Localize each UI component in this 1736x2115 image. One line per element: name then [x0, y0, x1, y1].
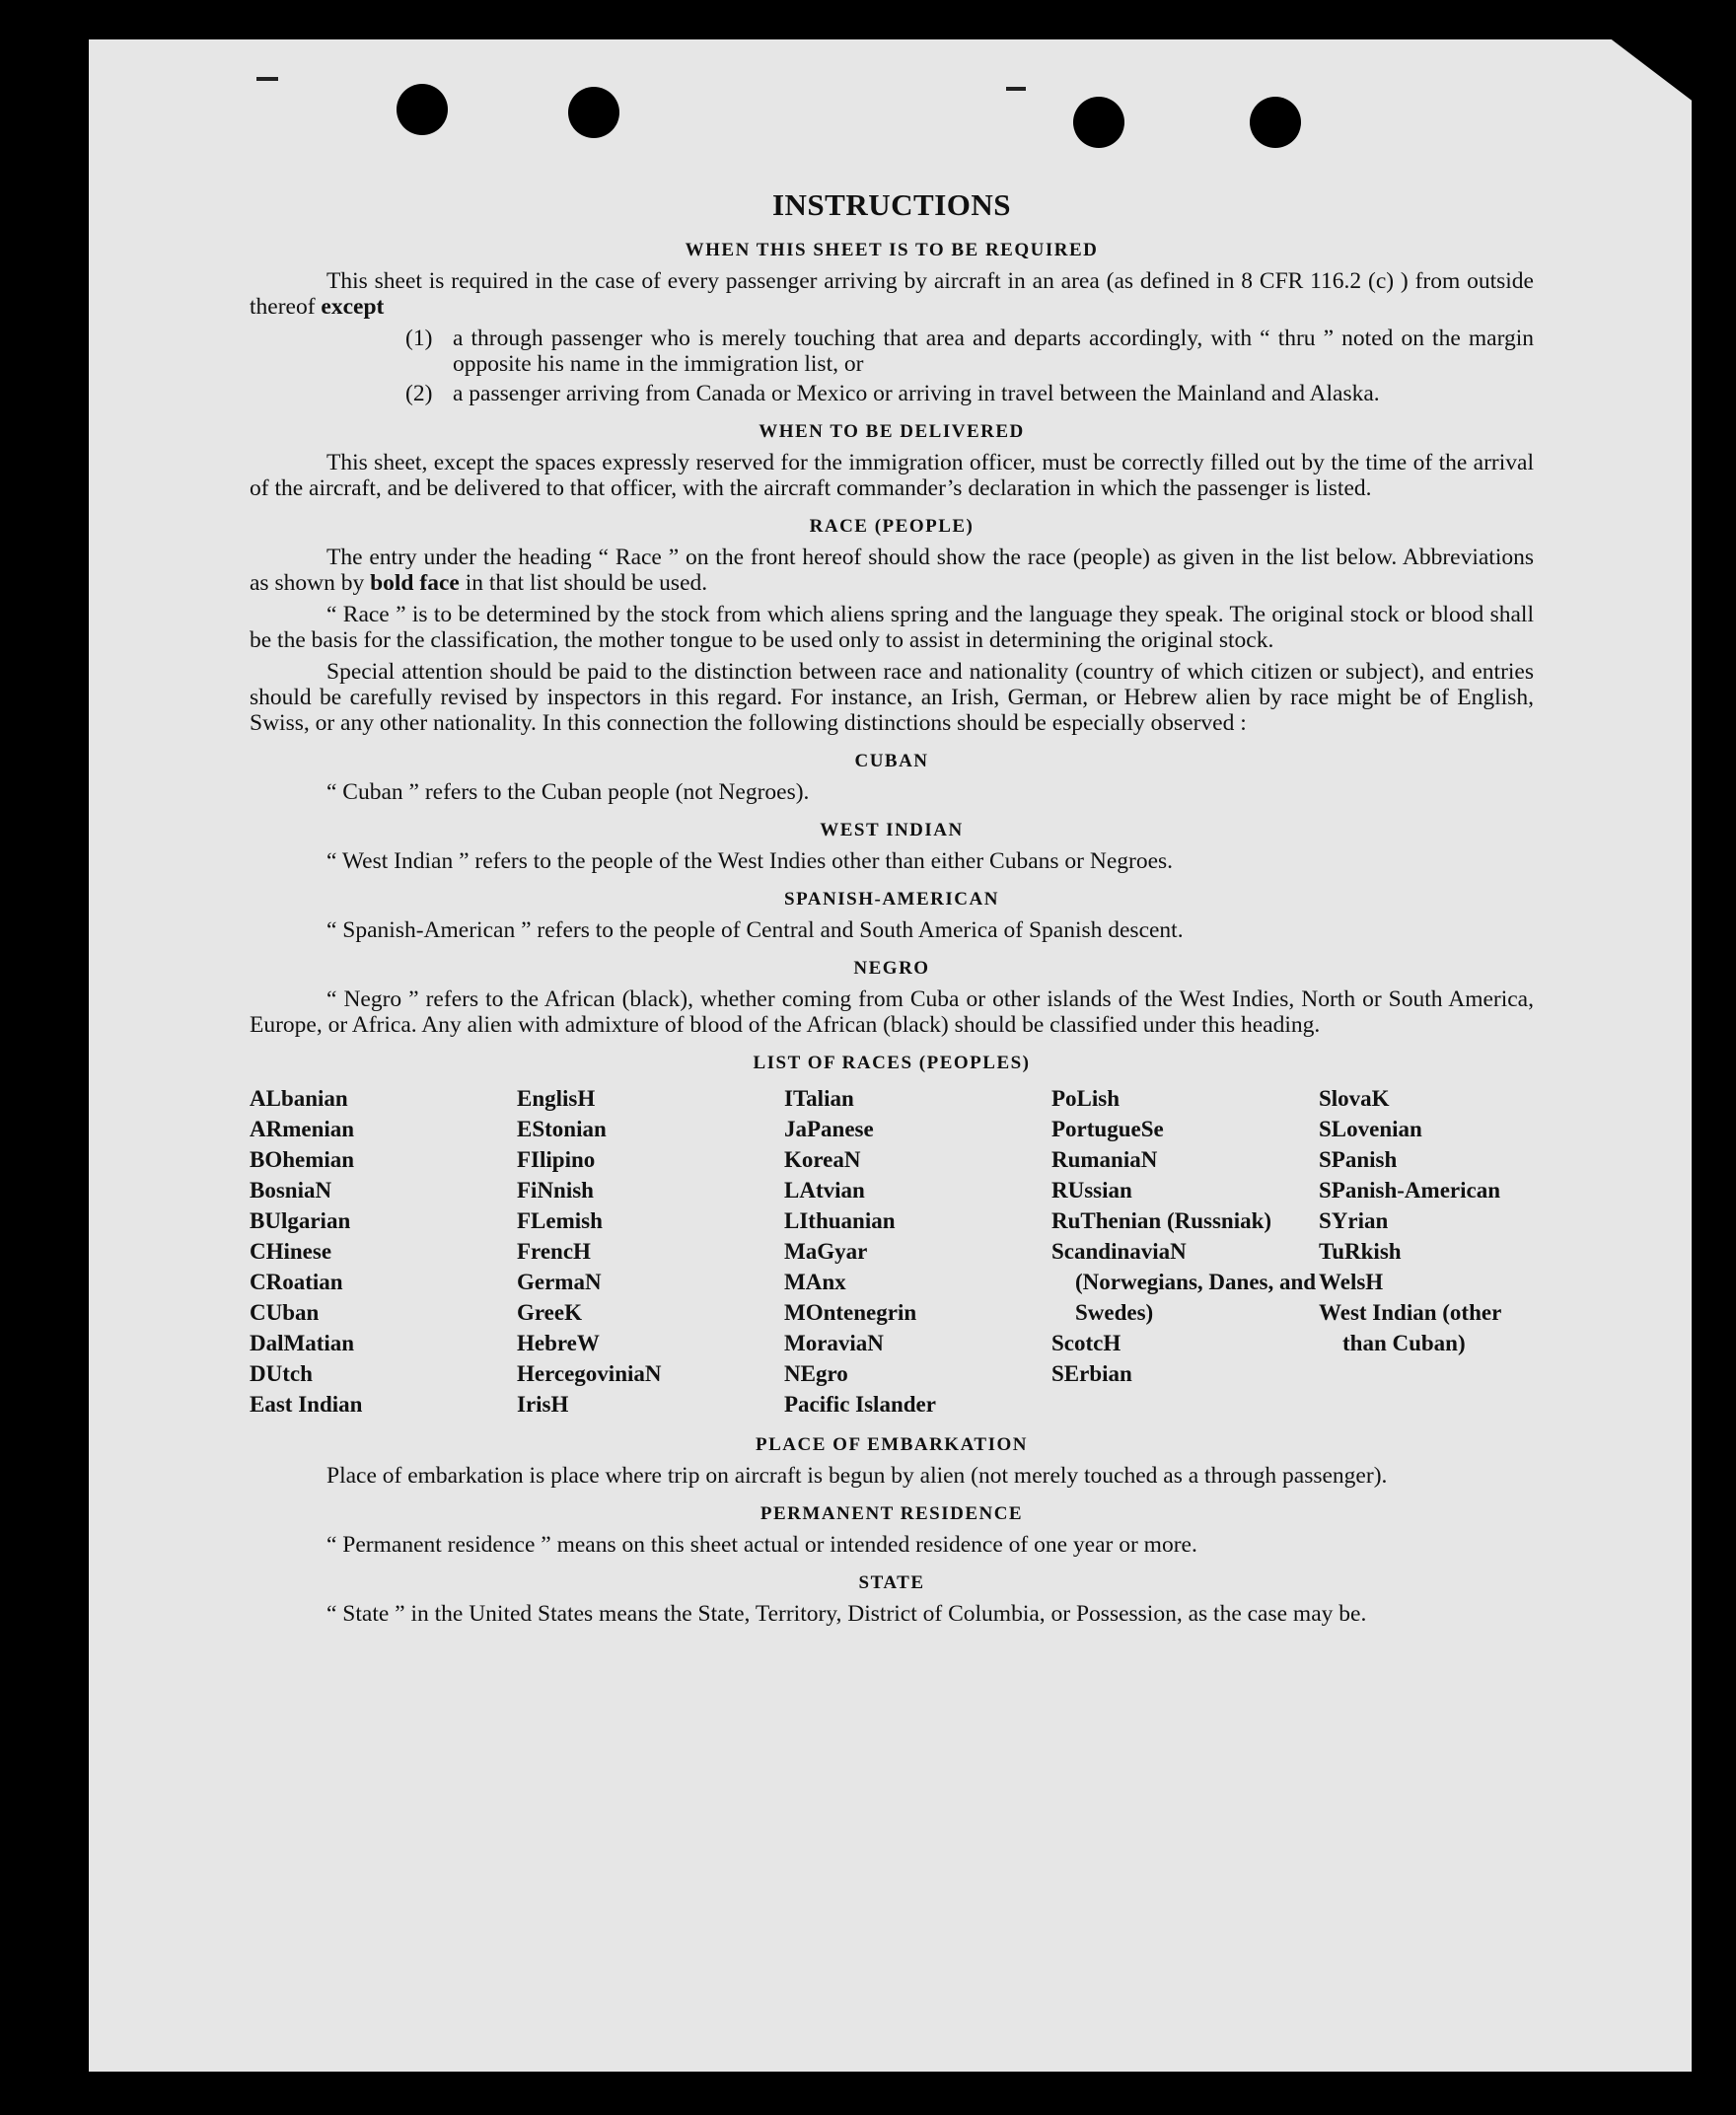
- section-heading-required: WHEN THIS SHEET IS TO BE REQUIRED: [685, 240, 1099, 260]
- list-item: [405, 326, 1534, 377]
- race-entry: DUtch: [250, 1361, 313, 1386]
- cuban-text: “ Cuban ” refers to the Cuban people (not Negroes).: [326, 779, 810, 805]
- item-number: (1): [405, 326, 433, 351]
- race-entry: Pacific Islander: [784, 1392, 936, 1417]
- required-intro-bold: except: [321, 294, 385, 320]
- race-entry: PoLish: [1051, 1086, 1121, 1111]
- punch-hole: [568, 87, 619, 138]
- race-entry: IrisH: [517, 1392, 569, 1417]
- section-heading-negro: NEGRO: [853, 958, 930, 979]
- race-paragraph-3: Special attention should be paid to the distinction between race and nationality (country of which citizen or subject), and entries should be carefully revised by inspectors in this regard. For instance, an Irish, German, or Hebrew alien by race might be of English, Swiss, or any other nationality. In this connection the following distinctions should be especially observed :: [250, 659, 1534, 736]
- race-paragraph-2: “ Race ” is to be determined by the stock from which aliens spring and the language they speak. The original stock or blood shall be the basis for the classification, the mother tongue to be used only to assist in determining the original stock.: [250, 602, 1534, 653]
- race-entry: FrencH: [517, 1239, 591, 1264]
- race-entry: HebreW: [517, 1331, 600, 1355]
- section-heading-spanish-american: SPANISH-AMERICAN: [784, 889, 999, 910]
- race-entry: WelsH: [1319, 1270, 1384, 1294]
- section-heading-race: RACE (PEOPLE): [809, 516, 975, 537]
- punch-hole: [1073, 97, 1124, 148]
- race-entry: NEgro: [784, 1361, 848, 1386]
- races-column: [250, 1083, 517, 1420]
- item-text: a through passenger who is merely touching that area and departs accordingly, with “ thru ” noted on the margin opposite his name in the immigration list, or: [453, 326, 1534, 377]
- race-entry: SPanish: [1319, 1147, 1398, 1172]
- race-entry: EnglisH: [517, 1086, 596, 1111]
- races-column: [784, 1083, 1051, 1420]
- section-heading-cuban: CUBAN: [854, 751, 929, 771]
- race-entry: TuRkish: [1319, 1239, 1402, 1264]
- section-heading-state: STATE: [858, 1572, 925, 1593]
- race-entry: SYrian: [1319, 1208, 1389, 1233]
- races-list: [250, 1083, 1534, 1420]
- race-entry: GreeK: [517, 1300, 582, 1325]
- race-entry: LAtvian: [784, 1178, 865, 1203]
- race-entry: RuThenian (Russniak): [1051, 1208, 1272, 1233]
- instructions-content: [250, 178, 1534, 1633]
- race-entry: ScandinaviaN (Norwegians, Danes, and Swedes): [1051, 1239, 1317, 1325]
- section-heading-west-indian: WEST INDIAN: [820, 820, 964, 840]
- race-entry: MaGyar: [784, 1239, 868, 1264]
- state-text: “ State ” in the United States means the State, Territory, District of Columbia, or Possession, as the case may be.: [326, 1601, 1367, 1627]
- race-entry: DalMatian: [250, 1331, 355, 1355]
- race-entry: ScotcH: [1051, 1331, 1121, 1355]
- race-entry: KoreaN: [784, 1147, 861, 1172]
- item-text: a passenger arriving from Canada or Mexico or arriving in travel between the Mainland and Alaska.: [453, 381, 1380, 406]
- negro-text: “ Negro ” refers to the African (black), whether coming from Cuba or other islands of the West Indies, North or South America, Europe, or Africa. Any alien with admixture of blood of the African (black) should be classified under this heading.: [250, 986, 1534, 1038]
- punch-hole: [1250, 97, 1301, 148]
- race-entry: EStonian: [517, 1117, 607, 1141]
- scan-speck: [256, 77, 278, 81]
- page-title: INSTRUCTIONS: [771, 187, 1011, 222]
- race-entry: SlovaK: [1319, 1086, 1390, 1111]
- list-item: [405, 381, 1534, 406]
- race-entry: SErbian: [1051, 1361, 1132, 1386]
- section-heading-delivered: WHEN TO BE DELIVERED: [759, 421, 1025, 442]
- race-entry: PortugueSe: [1051, 1117, 1164, 1141]
- race-entry: FiNnish: [517, 1178, 594, 1203]
- required-intro-text: This sheet is required in the case of every passenger arriving by aircraft in an area (as defined in 8 CFR 116.2 (c) ) from outside thereof: [250, 268, 1534, 320]
- race-entry: HercegoviniaN: [517, 1361, 662, 1386]
- race-entry: ITalian: [784, 1086, 854, 1111]
- race-entry: MAnx: [784, 1270, 846, 1294]
- race-entry: ALbanian: [250, 1086, 348, 1111]
- race-entry: JaPanese: [784, 1117, 874, 1141]
- section-heading-embarkation: PLACE OF EMBARKATION: [756, 1434, 1028, 1455]
- races-column: [1051, 1083, 1319, 1420]
- race-p1-bold: bold face: [370, 570, 460, 596]
- race-entry: RumaniaN: [1051, 1147, 1158, 1172]
- scan-speck: [1006, 87, 1026, 91]
- section-heading-residence: PERMANENT RESIDENCE: [760, 1503, 1024, 1524]
- race-entry: CUban: [250, 1300, 320, 1325]
- race-entry: SLovenian: [1319, 1117, 1422, 1141]
- race-entry: FLemish: [517, 1208, 603, 1233]
- punch-hole: [397, 84, 448, 135]
- race-paragraph-1: [250, 545, 1534, 596]
- race-entry: SPanish-American: [1319, 1178, 1500, 1203]
- race-entry: RUssian: [1051, 1178, 1132, 1203]
- race-entry: East Indian: [250, 1392, 363, 1417]
- section-heading-races-list: LIST OF RACES (PEOPLES): [753, 1053, 1031, 1073]
- race-entry: GermaN: [517, 1270, 602, 1294]
- residence-text: “ Permanent residence ” means on this sheet actual or intended residence of one year or more.: [326, 1532, 1197, 1558]
- races-column: [1319, 1083, 1534, 1420]
- race-entry: West Indian (other than Cuban): [1319, 1300, 1501, 1355]
- race-entry: ARmenian: [250, 1117, 355, 1141]
- race-p1-b: in that list should be used.: [465, 570, 708, 596]
- race-entry: BOhemian: [250, 1147, 355, 1172]
- race-entry: BUlgarian: [250, 1208, 351, 1233]
- required-intro: [250, 268, 1534, 320]
- west-indian-text: “ West Indian ” refers to the people of the West Indies other than either Cubans or Negroes.: [326, 848, 1174, 874]
- spanish-american-text: “ Spanish-American ” refers to the people of Central and South America of Spanish descent.: [326, 917, 1184, 943]
- race-entry: CHinese: [250, 1239, 332, 1264]
- embarkation-text: Place of embarkation is place where trip on aircraft is begun by alien (not merely touched as a through passenger).: [326, 1463, 1388, 1489]
- race-entry: BosniaN: [250, 1178, 332, 1203]
- item-number: (2): [405, 381, 433, 406]
- race-entry: MOntenegrin: [784, 1300, 917, 1325]
- races-column: [517, 1083, 784, 1420]
- race-entry: FIlipino: [517, 1147, 596, 1172]
- delivered-text: This sheet, except the spaces expressly reserved for the immigration officer, must be correctly filled out by the time of the arrival of the aircraft, and be delivered to that officer, with the aircraft commander’s declaration in which the passenger is listed.: [250, 450, 1534, 501]
- race-entry: CRoatian: [250, 1270, 343, 1294]
- race-entry: LIthuanian: [784, 1208, 896, 1233]
- race-entry: MoraviaN: [784, 1331, 884, 1355]
- race-p1-a: The entry under the heading “ Race ” on the front hereof should show the race (people) as given in the list below. Abbreviations as shown by: [250, 545, 1534, 596]
